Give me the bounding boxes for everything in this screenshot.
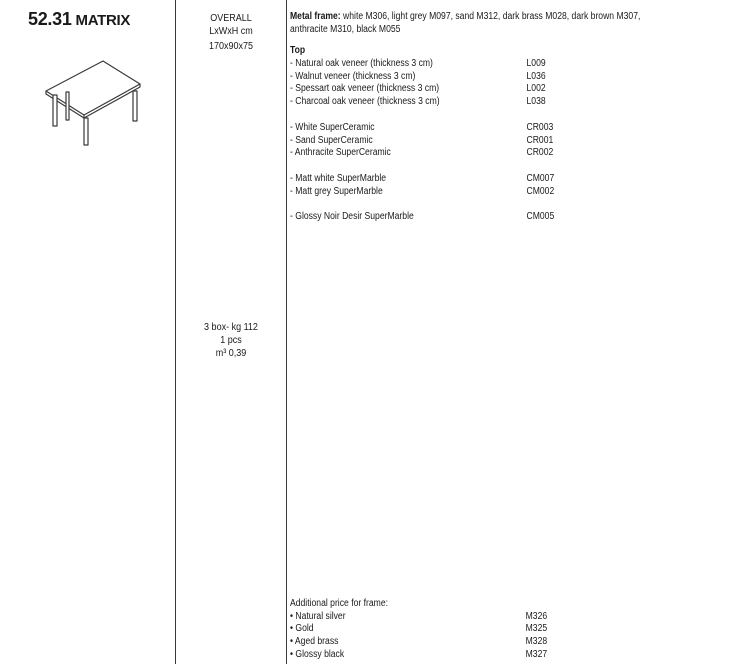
top-option-row xyxy=(290,135,677,148)
packaging-volume: m³ 0,39 xyxy=(215,348,247,359)
metal-frame-line xyxy=(290,11,737,24)
additional-option-row xyxy=(290,636,677,649)
option-code: L038 xyxy=(526,96,546,108)
dimensions-value: 170x90x75 xyxy=(208,41,254,52)
top-option-row xyxy=(290,186,677,199)
option-code: L036 xyxy=(526,70,546,82)
option-name: - Matt grey SuperMarble xyxy=(290,185,383,197)
top-group-ceramic xyxy=(290,122,677,160)
packaging-boxes: 3 box- kg 112 xyxy=(204,322,258,333)
additional-option-row xyxy=(290,623,677,636)
top-option-row xyxy=(290,58,677,71)
option-name: - White SuperCeramic xyxy=(290,121,375,133)
top-option-row xyxy=(290,71,677,84)
dimensions-unit: LxWxH cm xyxy=(209,26,253,37)
product-code: 52.31 xyxy=(28,9,72,29)
finishes-block xyxy=(290,11,677,224)
top-option-row xyxy=(290,83,677,96)
top-option-row xyxy=(290,173,677,186)
option-name: • Glossy black xyxy=(290,648,345,660)
option-code: CR001 xyxy=(526,134,554,146)
option-name: - Matt white SuperMarble xyxy=(290,172,387,184)
option-name: - Glossy Noir Desir SuperMarble xyxy=(290,211,414,223)
product-title xyxy=(28,9,130,30)
additional-option-row xyxy=(290,611,677,624)
option-name: - Natural oak veneer (thickness 3 cm) xyxy=(290,58,433,70)
option-name: • Natural silver xyxy=(290,610,346,622)
column-divider-right xyxy=(286,0,287,664)
top-heading: Top xyxy=(290,45,306,57)
metal-frame-options: white M306, light grey M097, sand M312, dark brass M028, dark brown M307, xyxy=(340,11,641,22)
metal-frame-label: Metal frame: xyxy=(290,11,341,22)
additional-heading: Additional price for frame: xyxy=(290,598,388,609)
top-group-glossy xyxy=(290,211,677,224)
option-name: • Gold xyxy=(290,623,314,635)
top-group-veneer xyxy=(290,58,677,109)
option-code: M328 xyxy=(525,636,548,648)
option-name: - Sand SuperCeramic xyxy=(290,134,373,146)
top-group-marble xyxy=(290,173,677,198)
dimensions-block xyxy=(182,12,281,53)
option-code: CR003 xyxy=(526,121,554,133)
packaging-pieces: 1 pcs xyxy=(220,335,242,346)
column-divider-left xyxy=(175,0,176,664)
dimensions-label: OVERALL xyxy=(210,13,252,24)
additional-frame-block xyxy=(290,598,677,661)
additional-option-row xyxy=(290,649,677,662)
top-option-row xyxy=(290,211,677,224)
option-name: - Charcoal oak veneer (thickness 3 cm) xyxy=(290,96,440,108)
option-name: • Aged brass xyxy=(290,636,339,648)
table-drawing xyxy=(44,52,144,147)
metal-frame-line-2: anthracite M310, black M055 xyxy=(290,23,401,35)
top-option-row xyxy=(290,147,677,160)
option-code: M325 xyxy=(525,623,548,635)
option-code: L002 xyxy=(526,83,546,95)
option-code: M327 xyxy=(525,648,548,660)
option-name: - Anthracite SuperCeramic xyxy=(290,147,391,159)
option-name: - Spessart oak veneer (thickness 3 cm) xyxy=(290,83,440,95)
option-name: - Walnut veneer (thickness 3 cm) xyxy=(290,70,416,82)
top-option-row xyxy=(290,96,677,109)
option-code: M326 xyxy=(525,610,548,622)
option-code: CR002 xyxy=(526,147,554,159)
option-code: CM005 xyxy=(526,211,555,223)
option-code: CM002 xyxy=(526,185,555,197)
product-name: MATRIX xyxy=(75,12,131,29)
top-option-row xyxy=(290,122,677,135)
option-code: L009 xyxy=(526,58,546,70)
option-code: CM007 xyxy=(526,172,555,184)
packaging-block xyxy=(182,321,281,360)
